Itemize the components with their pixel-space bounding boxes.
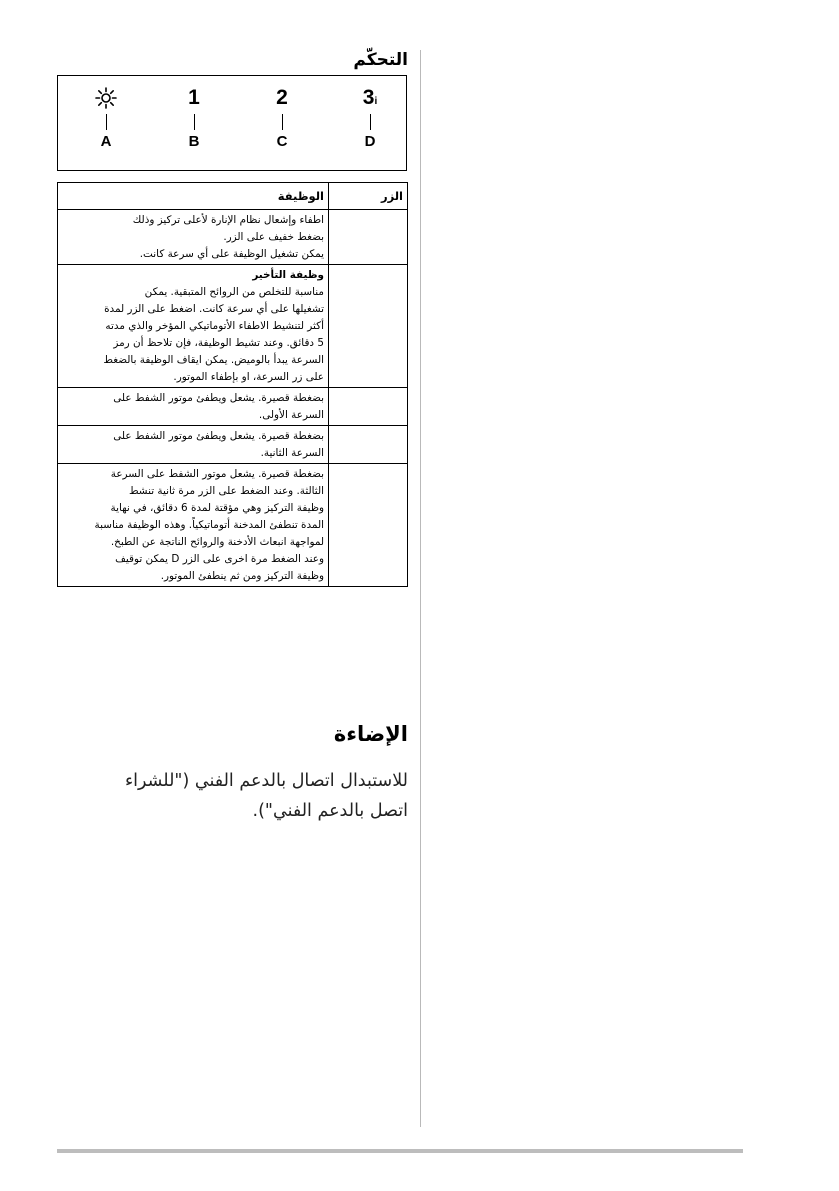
function-table bbox=[57, 182, 408, 587]
table-header-row bbox=[58, 183, 408, 210]
button-letter-a: A bbox=[100, 133, 112, 150]
speed-3-label: 3i bbox=[362, 86, 378, 109]
row-function-text: بضغطة قصيرة. يشعل ويطفئ موتور الشفط على السرعة الثانية. bbox=[58, 426, 329, 464]
button-a bbox=[86, 84, 126, 150]
row-function-text: اطفاء وإشعال نظام الإنارة لأعلى تركيز وذلك بضغط خفيف على الزر. يمكن تشغيل الوظيفة على أي سرعة كانت. bbox=[58, 210, 329, 265]
button-b bbox=[174, 84, 214, 150]
section-title-lighting: الإضاءة bbox=[333, 722, 408, 746]
button-c bbox=[262, 84, 302, 150]
table-row bbox=[58, 388, 408, 426]
row-key-cell bbox=[329, 426, 408, 464]
lighting-text: للاستبدال اتصال بالدعم الفني ("للشراء اتصل بالدعم الفني"). bbox=[124, 771, 408, 821]
button-d bbox=[350, 84, 390, 150]
row-key-cell bbox=[329, 265, 408, 388]
column-divider bbox=[420, 50, 421, 1127]
button-letter-c: C bbox=[276, 133, 288, 150]
row-key-cell bbox=[329, 464, 408, 587]
light-icon bbox=[86, 84, 126, 112]
row-function-text: بضغطة قصيرة. يشعل موتور الشفط على السرعة الثالثة. وعند الضغط على الزر مرة ثانية تنشط وظيفة التركيز وهي مؤقتة لمدة 6 دقائق، في نهاية المدة تنطفئ المدخنة أتوماتيكياً. وهذه الوظيفة مناسبة لمواجهة انبعاث الأدخنة والروائح الناتجة عن الطبخ. وعند الضغط مرة اخرى على الزر D يمكن توقيف وظيفة التركيز ومن ثم ينطفئ الموتور. bbox=[58, 464, 329, 587]
control-panel-diagram bbox=[57, 75, 407, 171]
row-key-cell bbox=[329, 388, 408, 426]
table-row bbox=[58, 426, 408, 464]
speed-1-label: 1 bbox=[188, 86, 200, 109]
speed-2-label: 2 bbox=[276, 86, 288, 109]
button-letter-d: D bbox=[364, 133, 376, 150]
footer-rule bbox=[57, 1149, 743, 1153]
table-row bbox=[58, 265, 408, 388]
delay-function-title: وظيفة التأخير bbox=[252, 269, 324, 281]
header-function: الوظيفة bbox=[58, 183, 329, 210]
table-row bbox=[58, 210, 408, 265]
row-key-cell bbox=[329, 210, 408, 265]
row-function-text: بضغطة قصيرة. يشعل ويطفئ موتور الشفط على السرعة الأولى. bbox=[58, 388, 329, 426]
button-letter-b: B bbox=[188, 133, 200, 150]
row-function-text: وظيفة التأخير مناسبة للتخلص من الروائح المتبقية. يمكن تشغيلها على أي سرعة كانت. اضغط على الزر لمدة أكثر لتنشيط الاطفاء الأتوماتيكي المؤخر والذي مدته 5 دقائق. وعند تشيط الوظيفة، فإن تلاحظ أن رمز السرعة يبدأ بالوميض. يمكن ايقاف الوظيفة بالضغط على زر السرعة، او بإطفاء الموتور. bbox=[58, 265, 329, 388]
table-row bbox=[58, 464, 408, 587]
section-title-controls: التحكّم bbox=[353, 50, 408, 70]
header-key: الزر bbox=[329, 183, 408, 210]
